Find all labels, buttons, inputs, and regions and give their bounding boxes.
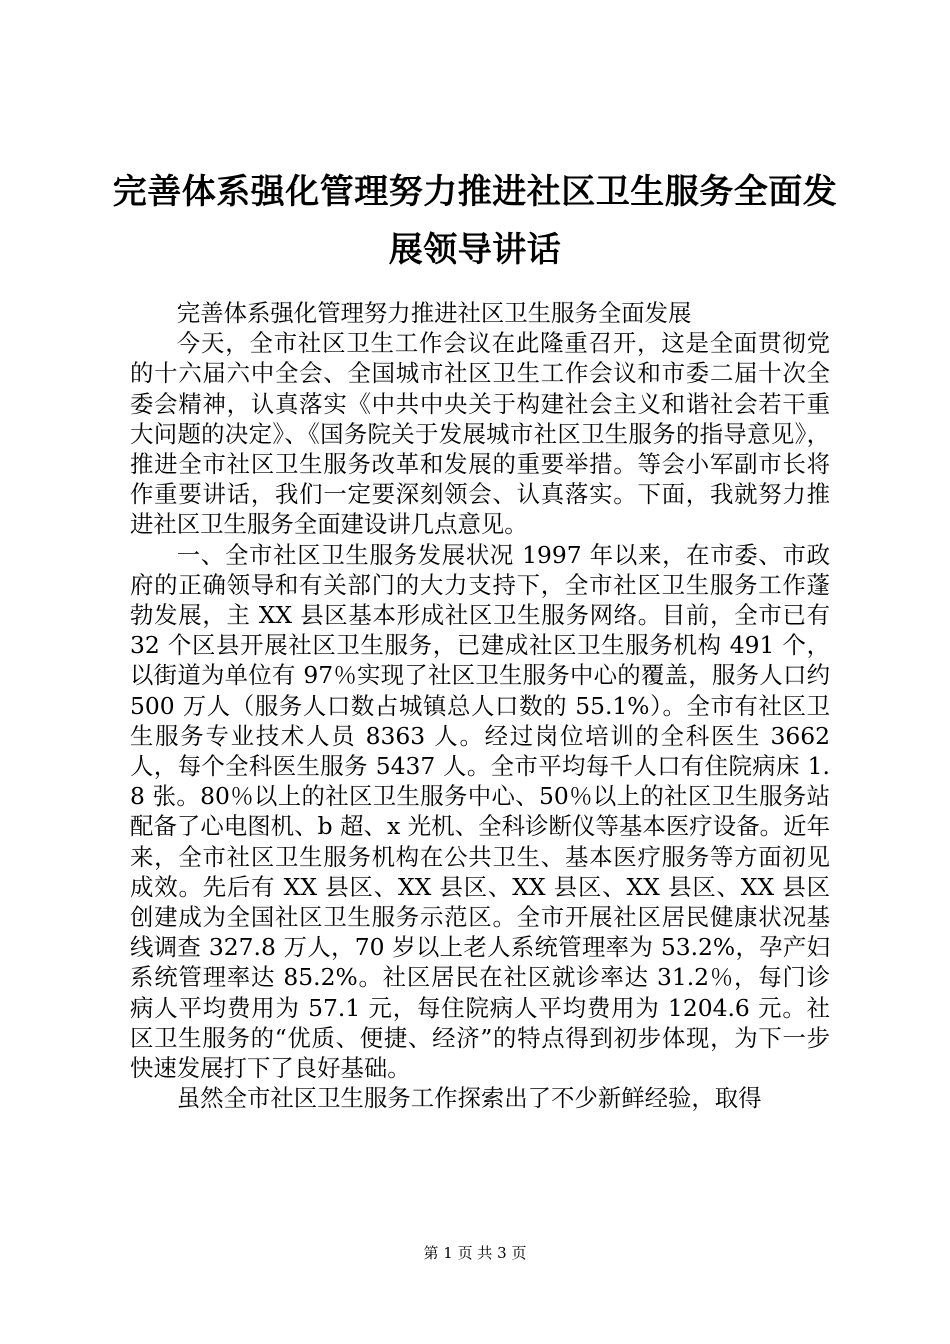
body-paragraph: 虽然全市社区卫生服务工作探索出了不少新鲜经验，取得: [176, 1084, 762, 1113]
body-paragraph: 一、全市社区卫生服务发展状况 1997 年以来，在市委、市政府的正确领导和有关部门的大力支持下，全市社区卫生服务工作蓬勃发展，主 XX 县区基本形成社区卫生服务网络。目前，全市已有 32 个区县开展社区卫生服务，已建成社区卫生服务机构 491 个，以街道为单位有 97％实现了社区卫生服务中心的覆盖，服务人口约 500 万人（服务人口数占城镇总人口数的 55.1%）。全市有社区卫生服务专业技术人员 8363 人。经过岗位培训的全科医生 3662 人，每个全科医生服务 5437 人。全市平均每千人口有住院病床 1.8 张。80％以上的社区卫生服务中心、50％以上的社区卫生服务站配备了心电图机、b 超、x 光机、全科诊断仪等基本医疗设备。近年来，全市社区卫生服务机构在公共卫生、基本医疗服务等方面初见成效。先后有 XX 县区、XX 县区、XX 县区、XX 县区、XX 县区创建成为全国社区卫生服务示范区。全市开展社区居民健康状况基线调查 327.8 万人，70 岁以上老人系统管理率为 53.2%，孕产妇系统管理率达 85.2%。社区居民在社区就诊率达 31.2％，每门诊病人平均费用为 57.1 元，每住院病人平均费用为 1204.6 元。社区卫生服务的“优质、便捷、经济”的特点得到初步体现，为下一步快速发展打下了良好基础。: [130, 540, 830, 1083]
body-paragraph: 完善体系强化管理努力推进社区卫生服务全面发展: [176, 299, 692, 327]
document-body: [130, 298, 830, 1113]
document-title: 完善体系强化管理努力推进社区卫生服务全面发展领导讲话: [112, 172, 838, 270]
page-number: 第 1 页 共 3 页: [423, 1244, 527, 1262]
body-paragraph: 今天，全市社区卫生工作会议在此隆重召开，这是全面贯彻党的十六届六中全会、全国城市社区卫生工作会议和市委二届十次全委会精神，认真落实《中共中央关于构建社会主义和谐社会若干重大问题的决定》、《国务院关于发展城市社区卫生服务的指导意见》，推进全市社区卫生服务改革和发展的重要举措。等会小军副市长将作重要讲话，我们一定要深刻领会、认真落实。下面，我就努力推进社区卫生服务全面建设讲几点意见。: [130, 329, 830, 539]
